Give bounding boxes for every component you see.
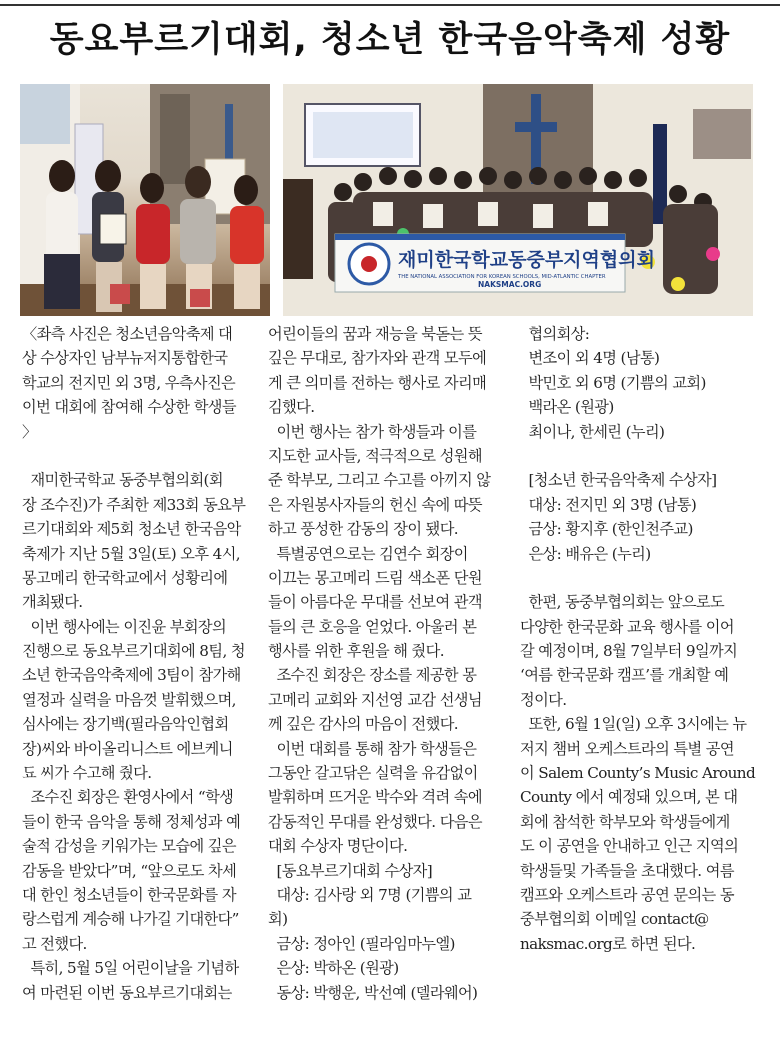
column-line: 개최됐다. xyxy=(22,593,83,612)
column-line: 금상: 황지후 (한인천주교) xyxy=(520,520,693,539)
column-line: 장 조수진)가 주최한 제33회 동요부 xyxy=(22,495,246,514)
column-line: 이 Salem County’s Music Around xyxy=(520,764,756,783)
column-line: 최이나, 한세린 (누리) xyxy=(520,422,665,441)
banner-website: NAKSMAC.ORG xyxy=(478,280,542,289)
column-line xyxy=(520,444,756,468)
article-column-3 xyxy=(520,322,756,956)
column-line: 이번 행사는 참가 학생들과 이를 xyxy=(268,422,477,441)
group-photo xyxy=(283,84,753,316)
column-line: 들이 아름다운 무대를 선보여 관객 xyxy=(268,593,482,612)
column-line: 조수진 회장은 환영사에서 “학생 xyxy=(22,788,234,807)
column-line: 대상: 김사랑 외 7명 (기쁨의 교 xyxy=(268,885,472,904)
column-line: 〉 xyxy=(22,422,37,441)
column-line: 이끄는 몽고메리 드림 색소폰 단원 xyxy=(268,568,482,587)
column-line: 은상: 박하온 (원광) xyxy=(268,959,399,978)
column-line: 게 큰 의미를 전하는 행사로 자리매 xyxy=(268,373,487,392)
column-line: 은 자원봉사자들의 헌신 속에 따뜻 xyxy=(268,495,482,514)
column-line: 회에 참석한 학부모와 학생들에게 xyxy=(520,812,730,831)
column-line: 진행으로 동요부르기대회에 8팀, 청 xyxy=(22,642,245,661)
column-line: 대상: 전지민 외 3명 (남통) xyxy=(520,495,697,514)
column-line: 김했다. xyxy=(268,398,315,417)
column-line: 변조이 외 4명 (남통) xyxy=(520,349,660,368)
column-line: 고 전했다. xyxy=(22,934,87,953)
column-line: 어린이들의 꿈과 재능을 북돋는 뜻 xyxy=(268,325,482,343)
award-winners-illustration xyxy=(20,84,270,316)
article-column-1 xyxy=(22,322,258,1005)
column-line xyxy=(520,566,756,590)
column-line: 축제가 지난 5월 3일(토) 오후 4시, xyxy=(22,544,240,563)
column-line: 다양한 한국문화 교육 행사를 이어 xyxy=(520,617,734,636)
column-line: 캠프와 오케스트라 공연 문의는 동 xyxy=(520,885,734,904)
article-column-2 xyxy=(268,322,504,1005)
column-line: 갈 예정이며, 8월 7일부터 9일까지 xyxy=(520,642,738,661)
column-line: [동요부르기대회 수상자] xyxy=(268,861,433,880)
column-line: 대회 수상자 명단이다. xyxy=(268,837,408,856)
column-line: 이번 대회를 통해 참가 학생들은 xyxy=(268,739,477,758)
column-line: 고메리 교회와 지선영 교감 선생님 xyxy=(268,690,482,709)
column-line: 랑스럽게 계승해 나가길 기대한다” xyxy=(22,910,239,929)
top-rule xyxy=(0,4,780,6)
column-line: 한편, 동중부협의회는 앞으로도 xyxy=(520,593,725,612)
column-line: 상 수상자인 남부뉴저지통합한국 xyxy=(22,349,228,368)
column-line: 준 학부모, 그리고 수고를 아끼지 않 xyxy=(268,471,491,490)
column-line: County 에서 예정돼 있으며, 본 대 xyxy=(520,788,738,807)
column-line: 여 마련된 이번 동요부르기대회는 xyxy=(22,983,232,1002)
column-line: 저지 챔버 오케스트라의 특별 공연 xyxy=(520,739,734,758)
column-line: 지도한 교사들, 적극적으로 성원해 xyxy=(268,446,482,465)
column-line: 감동을 받았다”며, “앞으로도 차세 xyxy=(22,861,237,880)
column-line: 심사에는 장기백(필라음악인협회 xyxy=(22,715,229,734)
column-line: 중부협의회 이메일 contact@ xyxy=(520,910,709,929)
column-line: 도 이 공연을 안내하고 인근 지역의 xyxy=(520,837,739,856)
column-line: naksmac.org로 하면 된다. xyxy=(520,934,696,953)
column-line: 르기대회와 제5회 청소년 한국음악 xyxy=(22,520,241,539)
column-line: 학생들및 가족들을 초대했다. 여름 xyxy=(520,861,734,880)
headline: 동요부르기대회, 청소년 한국음악축제 성황 xyxy=(49,20,731,60)
column-line: 은상: 배유은 (누리) xyxy=(520,544,651,563)
column-line: 께 깊은 감사의 마음이 전했다. xyxy=(268,715,458,734)
column-line: 하고 풍성한 감동의 장이 됐다. xyxy=(268,520,458,539)
column-line: 감동적인 무대를 완성했다. 다음은 xyxy=(268,812,482,831)
column-line: 몽고메리 한국학교에서 성황리에 xyxy=(22,568,228,587)
column-line: 들이 한국 음악을 통해 정체성과 예 xyxy=(22,812,241,831)
column-line: 정이다. xyxy=(520,690,567,709)
column-line: 소년 한국음악축제에 3팀이 참가해 xyxy=(22,666,241,685)
banner-english-title: THE NATIONAL ASSOCIATION FOR KOREAN SCHOOLS, MID-ATLANTIC CHAPTER xyxy=(398,274,606,280)
column-line: 특히, 5월 5일 어린이날을 기념하 xyxy=(22,959,239,978)
banner-korean-title: 재미한국학교동중부지역협의회 xyxy=(398,249,655,271)
column-line: 학교의 전지민 외 3명, 우측사진은 xyxy=(22,373,236,392)
group-photo-illustration xyxy=(283,84,753,316)
column-line: 깊은 무대로, 참가자와 관객 모두에 xyxy=(268,349,487,368)
column-line: 회) xyxy=(268,910,288,929)
column-line: [청소년 한국음악축제 수상자] xyxy=(520,471,717,490)
column-line: 이번 대회에 참여해 수상한 학생들 xyxy=(22,398,236,417)
column-line: 〈좌측 사진은 청소년음악축제 대 xyxy=(22,325,233,343)
column-line: 들의 큰 호응을 얻었다. 아울러 본 xyxy=(268,617,477,636)
column-line: 행사를 위한 후원을 해 줬다. xyxy=(268,642,444,661)
column-line: 협의회상: xyxy=(520,325,590,343)
column-line: 동상: 박행운, 박선예 (델라웨어) xyxy=(268,983,478,1002)
column-line: ‘여름 한국문화 캠프’를 개최할 예 xyxy=(520,666,729,685)
column-line: 백라온 (원광) xyxy=(520,398,614,417)
column-line: 발휘하며 뜨거운 박수와 격려 속에 xyxy=(268,788,482,807)
column-line: 박민호 외 6명 (기쁨의 교회) xyxy=(520,373,706,392)
column-line: 그동안 갈고닦은 실력을 유감없이 xyxy=(268,764,478,783)
column-line: 조수진 회장은 장소를 제공한 몽 xyxy=(268,666,477,685)
column-line: 재미한국학교 동중부협의회(회 xyxy=(22,471,223,490)
column-line xyxy=(22,444,258,468)
award-winners-photo xyxy=(20,84,270,316)
column-line: 이번 행사에는 이진윤 부회장의 xyxy=(22,617,227,636)
column-line: 대 한인 청소년들이 한국문화를 자 xyxy=(22,885,236,904)
column-line: 특별공연으로는 김연수 회장이 xyxy=(268,544,468,563)
column-line: 금상: 정아인 (필라임마누엘) xyxy=(268,934,455,953)
column-line: 술적 감성을 키워가는 모습에 깊은 xyxy=(22,837,236,856)
column-line: 됴 씨가 수고해 줬다. xyxy=(22,764,152,783)
column-line: 열정과 실력을 마음껏 발휘했으며, xyxy=(22,690,236,709)
column-line: 장)씨와 바이올리니스트 에브케니 xyxy=(22,739,233,758)
column-line: 또한, 6월 1일(일) 오후 3시에는 뉴 xyxy=(520,715,747,734)
